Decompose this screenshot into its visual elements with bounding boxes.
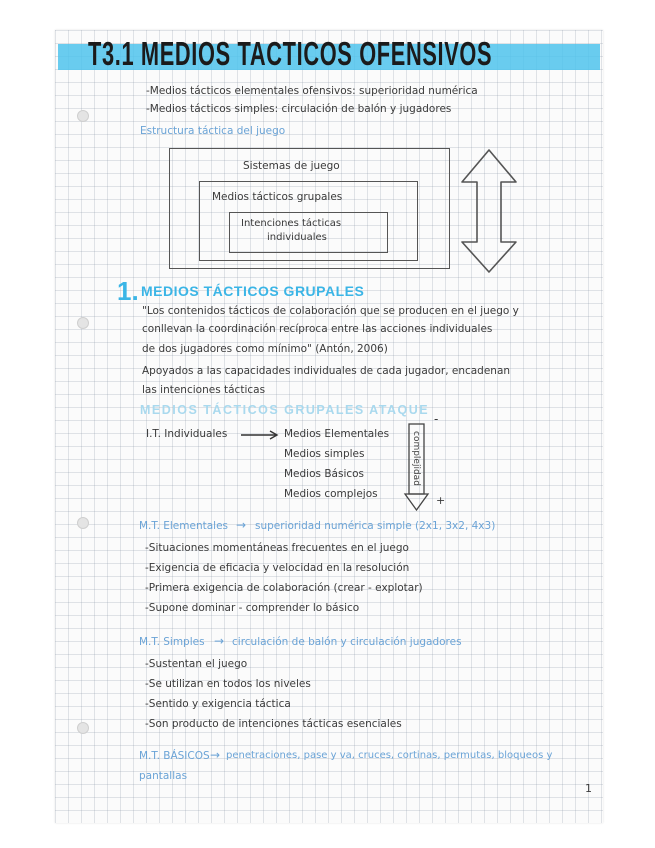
simples-bullet-4: -Son producto de intenciones tácticas esenciales [145, 718, 402, 730]
medios-item-1: Medios Elementales [284, 428, 390, 440]
quote-line-1: "Los contenidos tácticos de colaboración que se producen en el juego y [142, 305, 519, 317]
binder-hole [77, 517, 89, 529]
section-number: 1. [117, 276, 139, 306]
page-number: 1 [585, 782, 592, 795]
ataque-heading: MEDIOS TÁCTICOS GRUPALES ATAQUE [140, 403, 430, 417]
intro-line-1: -Medios tácticos elementales ofensivos: superioridad numérica [146, 85, 478, 97]
simples-head: M.T. Simples [139, 636, 205, 648]
complejidad-label: complejidad [411, 431, 421, 486]
section-title: MEDIOS TÁCTICOS GRUPALES [141, 283, 365, 299]
basicos-head: M.T. BÁSICOS [139, 750, 210, 762]
simples-desc: circulación de balón y circulación jugadores [232, 636, 462, 648]
double-arrow-icon [458, 148, 520, 276]
simples-bullet-3: -Sentido y exigencia táctica [145, 698, 291, 710]
intro-line-2: -Medios tácticos simples: circulación de balón y jugadores [146, 103, 452, 115]
elementales-bullet-1: -Situaciones momentáneas frecuentes en el juego [145, 542, 409, 554]
quote-line-2: conllevan la coordinación recíproca entre las acciones individuales [142, 323, 493, 335]
minus-sign: - [434, 412, 439, 426]
medios-item-2: Medios simples [284, 448, 365, 460]
basicos-desc: penetraciones, pase y va, cruces, cortinas, permutas, bloqueos y [226, 750, 553, 761]
quote-line-3: de dos jugadores como mínimo" (Antón, 2006) [142, 343, 388, 355]
box-sistemas-label: Sistemas de juego [243, 160, 340, 172]
binder-hole [77, 722, 89, 734]
apoyo-line-2: las intenciones tácticas [142, 384, 266, 396]
elementales-bullet-4: -Supone dominar - comprender lo básico [145, 602, 360, 614]
binder-hole [77, 110, 89, 122]
apoyo-line-1: Apoyados a las capacidades individuales de cada jugador, encadenan [142, 365, 511, 377]
elementales-bullet-3: -Primera exigencia de colaboración (crear - explotar) [145, 582, 423, 594]
arrow-glyph: → [214, 634, 225, 648]
box-medios-label: Medios tácticos grupales [212, 191, 343, 203]
binder-hole [77, 317, 89, 329]
right-arrow-icon [240, 429, 282, 441]
elementales-bullet-2: -Exigencia de eficacia y velocidad en la resolución [145, 562, 410, 574]
arrow-glyph: → [210, 748, 221, 762]
elementales-desc: superioridad numérica simple (2x1, 3x2, 4x3) [255, 520, 496, 532]
estructura-heading: Estructura táctica del juego [140, 125, 286, 137]
simples-bullet-1: -Sustentan el juego [145, 658, 248, 670]
elementales-head: M.T. Elementales [139, 520, 228, 532]
box-intenciones-label-2: individuales [267, 232, 327, 243]
medios-item-4: Medios complejos [284, 488, 378, 500]
medios-item-3: Medios Básicos [284, 468, 365, 480]
page-title: T3.1 MEDIOS TACTICOS OFENSIVOS [88, 35, 493, 72]
box-intenciones-label-1: Intenciones tácticas [241, 218, 342, 229]
arrow-glyph: → [236, 518, 247, 532]
simples-bullet-2: -Se utilizan en todos los niveles [145, 678, 311, 690]
it-individuales: I.T. Individuales [146, 428, 228, 440]
plus-sign: + [436, 494, 446, 507]
basicos-desc-2: pantallas [139, 770, 188, 782]
